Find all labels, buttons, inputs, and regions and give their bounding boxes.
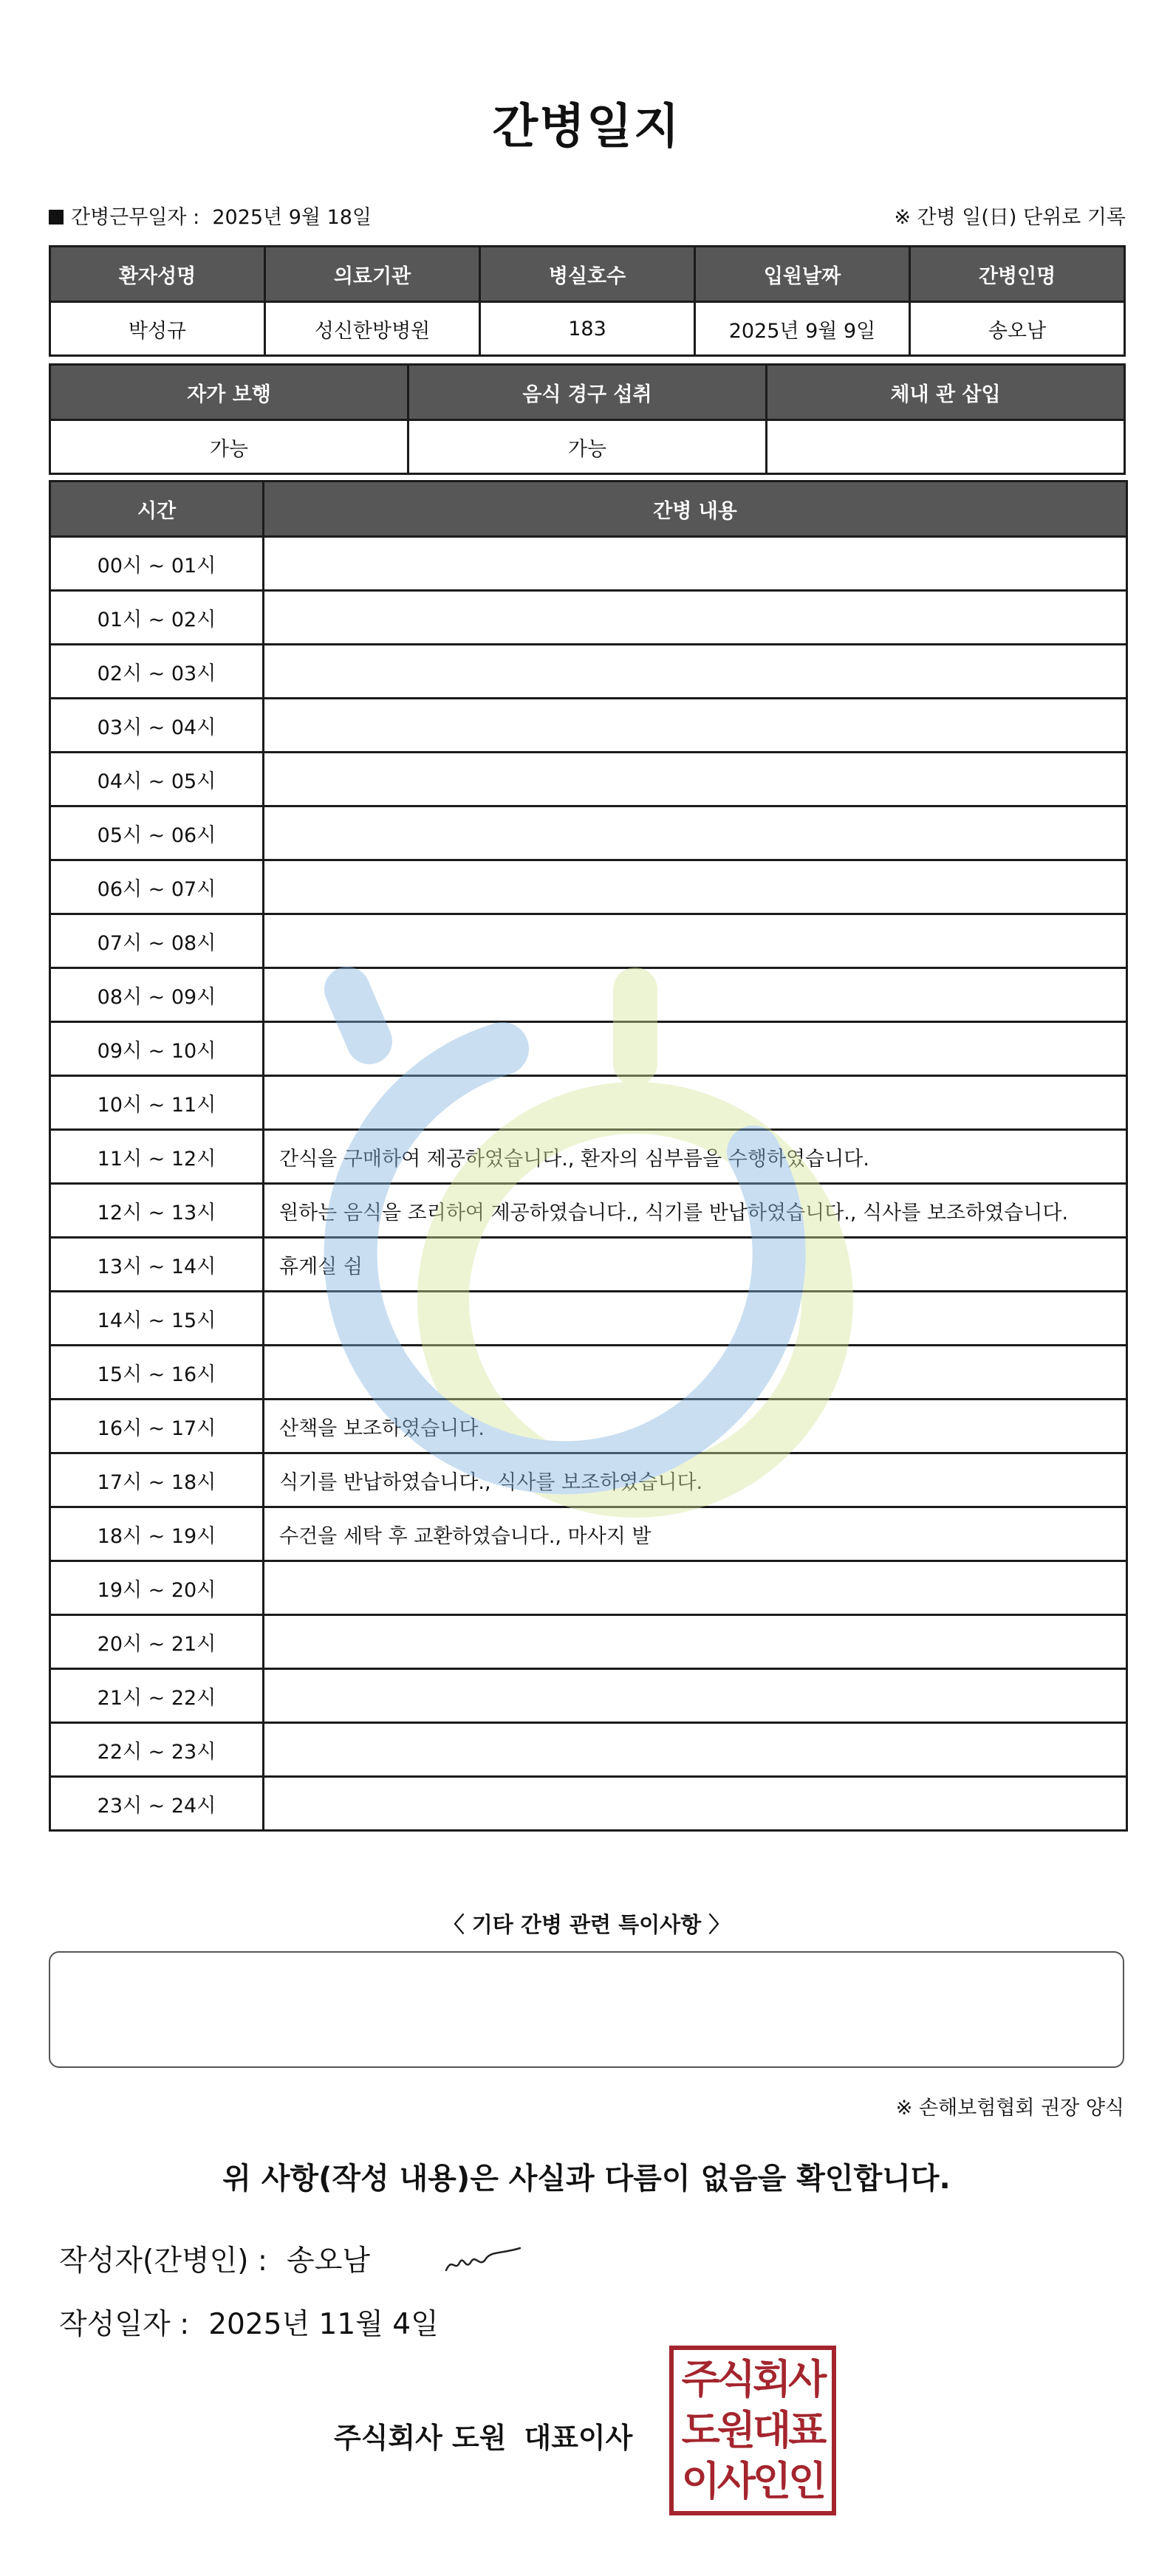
time-slot: 14시 ~ 15시: [50, 1292, 264, 1346]
time-slot: 17시 ~ 18시: [50, 1453, 264, 1507]
patient-name: 박성규: [50, 302, 265, 356]
time-slot: 18시 ~ 19시: [50, 1507, 264, 1561]
square-bullet-icon: [49, 210, 64, 225]
time-slot: 20시 ~ 21시: [50, 1615, 264, 1669]
table-row: [50, 1184, 1127, 1238]
care-content: [264, 1615, 1127, 1669]
care-content: [264, 1022, 1127, 1076]
time-slot: 19시 ~ 20시: [50, 1561, 264, 1615]
seal-line: 주식회사: [681, 2356, 824, 2403]
write-date-label: 작성일자 :: [59, 2308, 190, 2341]
care-content: [264, 645, 1127, 699]
header-self-walking: 자가 보행: [50, 365, 408, 420]
table-row: [50, 914, 1127, 968]
header-patient-name: 환자성명: [50, 247, 265, 302]
table-row: [50, 1723, 1127, 1777]
table-row: [50, 1400, 1127, 1453]
time-slot: 16시 ~ 17시: [50, 1400, 264, 1453]
care-content: [264, 1076, 1127, 1130]
record-unit-note: ※ 간병 일(日) 단위로 기록: [894, 206, 1126, 229]
table-row: [50, 1453, 1127, 1507]
notes-title: 〈 기타 간병 관련 특이사항 〉: [442, 1912, 731, 1937]
seal-line: 이사인인: [681, 2457, 824, 2504]
header-oral-intake: 음식 경구 섭취: [408, 365, 767, 420]
time-slot: 02시 ~ 03시: [50, 645, 264, 699]
table-row: [50, 1346, 1127, 1400]
table-row: [50, 1777, 1127, 1831]
table-row: [50, 699, 1127, 753]
log-header-row: [50, 482, 1127, 537]
table-row: [50, 1615, 1127, 1669]
writer-label: 작성자(간병인) :: [59, 2244, 268, 2278]
time-slot: 23시 ~ 24시: [50, 1777, 264, 1831]
care-content: [264, 537, 1127, 591]
care-content: 휴게실 쉼: [264, 1238, 1127, 1292]
table-row: [50, 1669, 1127, 1723]
time-slot: 06시 ~ 07시: [50, 860, 264, 914]
table-row: [50, 1022, 1127, 1076]
time-slot: 21시 ~ 22시: [50, 1669, 264, 1723]
company-signoff: [334, 2415, 632, 2456]
care-content: [264, 699, 1127, 753]
time-slot: 05시 ~ 06시: [50, 806, 264, 860]
table-row: [50, 1238, 1127, 1292]
care-content: [264, 1561, 1127, 1615]
header-tube-insertion: 체내 관 삽입: [767, 365, 1125, 420]
patient-info-header-row: [50, 247, 1125, 302]
table-row: [50, 645, 1127, 699]
time-slot: 07시 ~ 08시: [50, 914, 264, 968]
self-walking-value: 가능: [50, 420, 408, 474]
company-rep-title: 대표이사: [524, 2422, 633, 2454]
company-seal-icon: [669, 2346, 836, 2515]
writer-line: [59, 2238, 370, 2279]
patient-info-value-row: [50, 302, 1125, 356]
care-content: [264, 914, 1127, 968]
time-slot: 04시 ~ 05시: [50, 753, 264, 806]
table-row: [50, 1130, 1127, 1184]
document-title: 간병일지: [492, 100, 681, 154]
care-log-table: [49, 480, 1128, 1832]
table-row: [50, 1561, 1127, 1615]
care-content: [264, 591, 1127, 645]
care-content: 원하는 음식을 조리하여 제공하였습니다., 식기를 반납하였습니다., 식사를 보조하였습니다.: [264, 1184, 1127, 1238]
time-slot: 13시 ~ 14시: [50, 1238, 264, 1292]
meta-row: [49, 201, 1126, 230]
table-row: [50, 1292, 1127, 1346]
form-credit: ※ 손해보험협회 권장 양식: [895, 2097, 1124, 2120]
time-slot: 22시 ~ 23시: [50, 1723, 264, 1777]
time-slot: 15시 ~ 16시: [50, 1346, 264, 1400]
care-content: 산책을 보조하였습니다.: [264, 1400, 1127, 1453]
time-slot: 12시 ~ 13시: [50, 1184, 264, 1238]
header-room-number: 병실호수: [480, 247, 695, 302]
time-slot: 09시 ~ 10시: [50, 1022, 264, 1076]
care-content: 수건을 세탁 후 교환하였습니다., 마사지 발: [264, 1507, 1127, 1561]
room-number: 183: [480, 302, 695, 356]
care-content: [264, 1777, 1127, 1831]
care-content: 식기를 반납하였습니다., 식사를 보조하였습니다.: [264, 1453, 1127, 1507]
hospital-name: 성신한방병원: [265, 302, 480, 356]
admission-date: 2025년 9월 9일: [695, 302, 910, 356]
patient-ability-table: [49, 363, 1126, 475]
ability-value-row: [50, 420, 1125, 474]
company-name: 주식회사 도원: [334, 2422, 507, 2454]
care-content: [264, 1292, 1127, 1346]
table-row: [50, 968, 1127, 1022]
table-row: [50, 860, 1127, 914]
log-body: [50, 537, 1127, 1831]
work-date: [49, 201, 372, 230]
header-admission-date: 입원날짜: [695, 247, 910, 302]
care-content: [264, 806, 1127, 860]
write-date-line: [59, 2301, 439, 2343]
header-care-content: 간병 내용: [264, 482, 1127, 537]
table-row: [50, 537, 1127, 591]
time-slot: 11시 ~ 12시: [50, 1130, 264, 1184]
tube-insertion-value: [767, 420, 1125, 474]
table-row: [50, 753, 1127, 806]
caregiver-name: 송오남: [910, 302, 1125, 356]
care-content: [264, 968, 1127, 1022]
table-row: [50, 1076, 1127, 1130]
notes-box: [49, 1951, 1124, 2068]
work-date-value: 2025년 9월 18일: [212, 206, 372, 229]
time-slot: 10시 ~ 11시: [50, 1076, 264, 1130]
time-slot: 03시 ~ 04시: [50, 699, 264, 753]
patient-info-table: [49, 245, 1126, 357]
time-slot: 00시 ~ 01시: [50, 537, 264, 591]
header-time: 시간: [50, 482, 264, 537]
confirmation-statement: 위 사항(작성 내용)은 사실과 다름이 없음을 확인합니다.: [222, 2162, 951, 2196]
care-content: [264, 1346, 1127, 1400]
care-content: [264, 1669, 1127, 1723]
work-date-label: 간병근무일자 :: [71, 206, 200, 229]
oral-intake-value: 가능: [408, 420, 767, 474]
care-content: [264, 753, 1127, 806]
care-content: 간식을 구매하여 제공하였습니다., 환자의 심부름을 수행하였습니다.: [264, 1130, 1127, 1184]
header-hospital: 의료기관: [265, 247, 480, 302]
time-slot: 01시 ~ 02시: [50, 591, 264, 645]
write-date-value: 2025년 11월 4일: [208, 2308, 439, 2341]
ability-header-row: [50, 365, 1125, 420]
table-row: [50, 591, 1127, 645]
time-slot: 08시 ~ 09시: [50, 968, 264, 1022]
care-content: [264, 1723, 1127, 1777]
signature-icon: [443, 2242, 524, 2279]
seal-line: 도원대표: [681, 2406, 824, 2453]
table-row: [50, 1507, 1127, 1561]
header-caregiver-name: 간병인명: [910, 247, 1125, 302]
table-row: [50, 806, 1127, 860]
care-content: [264, 860, 1127, 914]
writer-name: 송오남: [287, 2244, 371, 2278]
